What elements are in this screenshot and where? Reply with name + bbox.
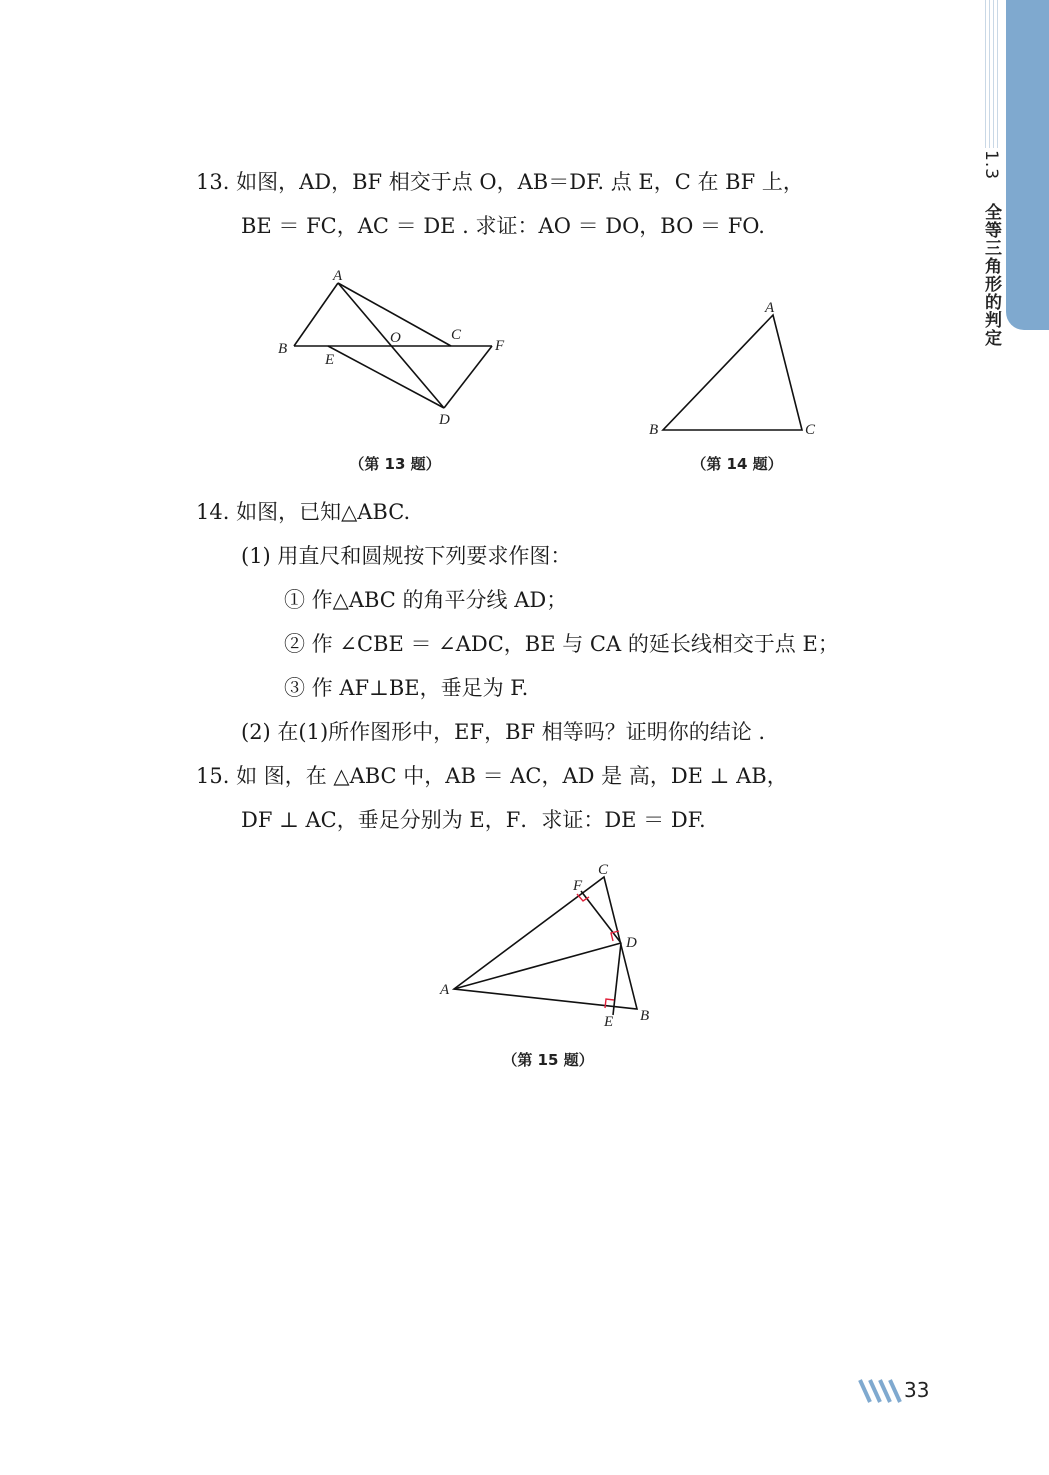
label-c: C (805, 422, 816, 438)
label-b: B (649, 422, 659, 438)
label-f: F (495, 338, 505, 354)
label-d: D (626, 935, 637, 951)
label-a: A (765, 300, 775, 316)
label-e: E (325, 352, 335, 368)
label-a: A (333, 268, 343, 284)
triangle-abc (663, 315, 802, 430)
page-mark-icon (858, 1378, 902, 1404)
caption-13: （第 13 题） (349, 455, 441, 473)
figure-14 (645, 290, 835, 449)
label-o: O (390, 330, 401, 346)
q15-line1: 15. 如 图，在 △ABC 中，AB ＝ AC，AD 是 高，DE ⊥ AB， (196, 764, 788, 788)
seg-de (613, 943, 621, 1015)
chapter-tab (1006, 0, 1049, 330)
q14-line1: 14. 如图，已知△ABC. (196, 500, 411, 524)
seg-ad (454, 943, 621, 989)
label-a: A (440, 982, 450, 998)
seg-ed (328, 346, 444, 408)
triangle-abc (454, 877, 637, 1009)
q14-line4: ② 作 ∠CBE ＝ ∠ADC，BE 与 CA 的延长线相交于点 E； (284, 632, 839, 656)
figure-13 (270, 265, 520, 439)
side-decoration-lines (985, 0, 1001, 148)
seg-df (444, 346, 492, 408)
q13-line2: BE ＝ FC，AC ＝ DE . 求证：AO ＝ DO，BO ＝ FO. (241, 214, 765, 238)
q14-line2: (1) 用直尺和圆规按下列要求作图： (241, 544, 572, 568)
q14-line6: (2) 在(1)所作图形中，EF，BF 相等吗？证明你的结论 . (241, 720, 766, 744)
label-c: C (598, 862, 609, 878)
caption-14: （第 14 题） (691, 455, 783, 473)
q15-line2: DF ⊥ AC，垂足分别为 E，F．求证：DE ＝ DF. (241, 808, 706, 832)
label-f: F (573, 878, 583, 894)
caption-15: （第 15 题） (502, 1051, 594, 1069)
page-number: 33 (904, 1378, 930, 1402)
section-title: 全等三角形的判定 (981, 202, 1001, 347)
label-b: B (640, 1008, 650, 1024)
label-c: C (451, 327, 462, 343)
label-b: B (278, 341, 288, 357)
q13-line1: 13. 如图，AD，BF 相交于点 O，AB＝DF. 点 E，C 在 BF 上， (196, 170, 804, 194)
figure-15 (430, 855, 670, 1039)
label-e: E (604, 1014, 614, 1030)
q14-line3: ① 作△ABC 的角平分线 AD； (284, 588, 568, 612)
section-heading (978, 150, 1004, 347)
seg-ab (294, 283, 338, 346)
q14-line5: ③ 作 AF⊥BE，垂足为 F. (284, 676, 529, 700)
section-number: 1.3 (981, 150, 1001, 181)
label-d: D (439, 412, 450, 428)
